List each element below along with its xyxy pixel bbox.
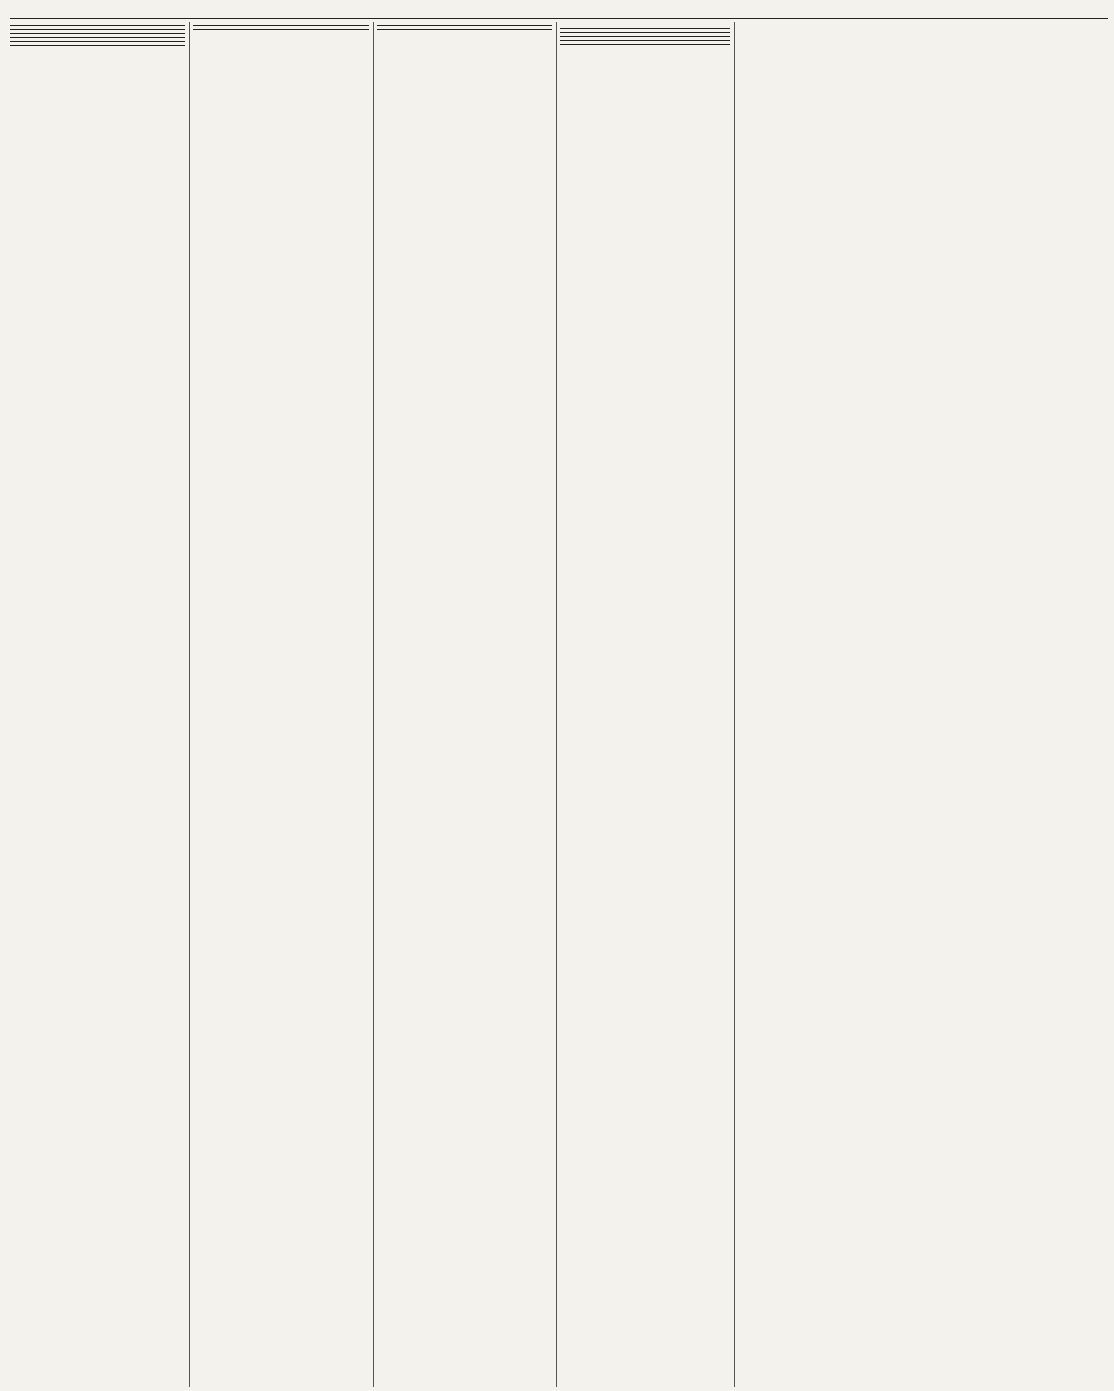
column-rule: [734, 22, 735, 1387]
column-rule: [189, 22, 190, 1387]
divider: [193, 25, 369, 26]
page-header: [10, 3, 1108, 19]
divider: [560, 44, 730, 45]
column-3: [377, 22, 552, 1387]
divider: [377, 25, 552, 26]
divider: [193, 29, 369, 30]
column-4: [560, 22, 730, 1387]
column-rule: [373, 22, 374, 1387]
column-rule: [556, 22, 557, 1387]
divider: [560, 40, 730, 41]
divider: [10, 45, 185, 46]
divider: [560, 36, 730, 37]
divider: [377, 29, 552, 30]
divider: [10, 33, 185, 34]
divider: [10, 29, 185, 30]
divider: [10, 41, 185, 42]
divider: [10, 25, 185, 26]
divider: [10, 37, 185, 38]
column-1: [10, 22, 185, 1387]
divider: [560, 28, 730, 29]
divider: [560, 32, 730, 33]
column-2: [193, 22, 369, 1387]
